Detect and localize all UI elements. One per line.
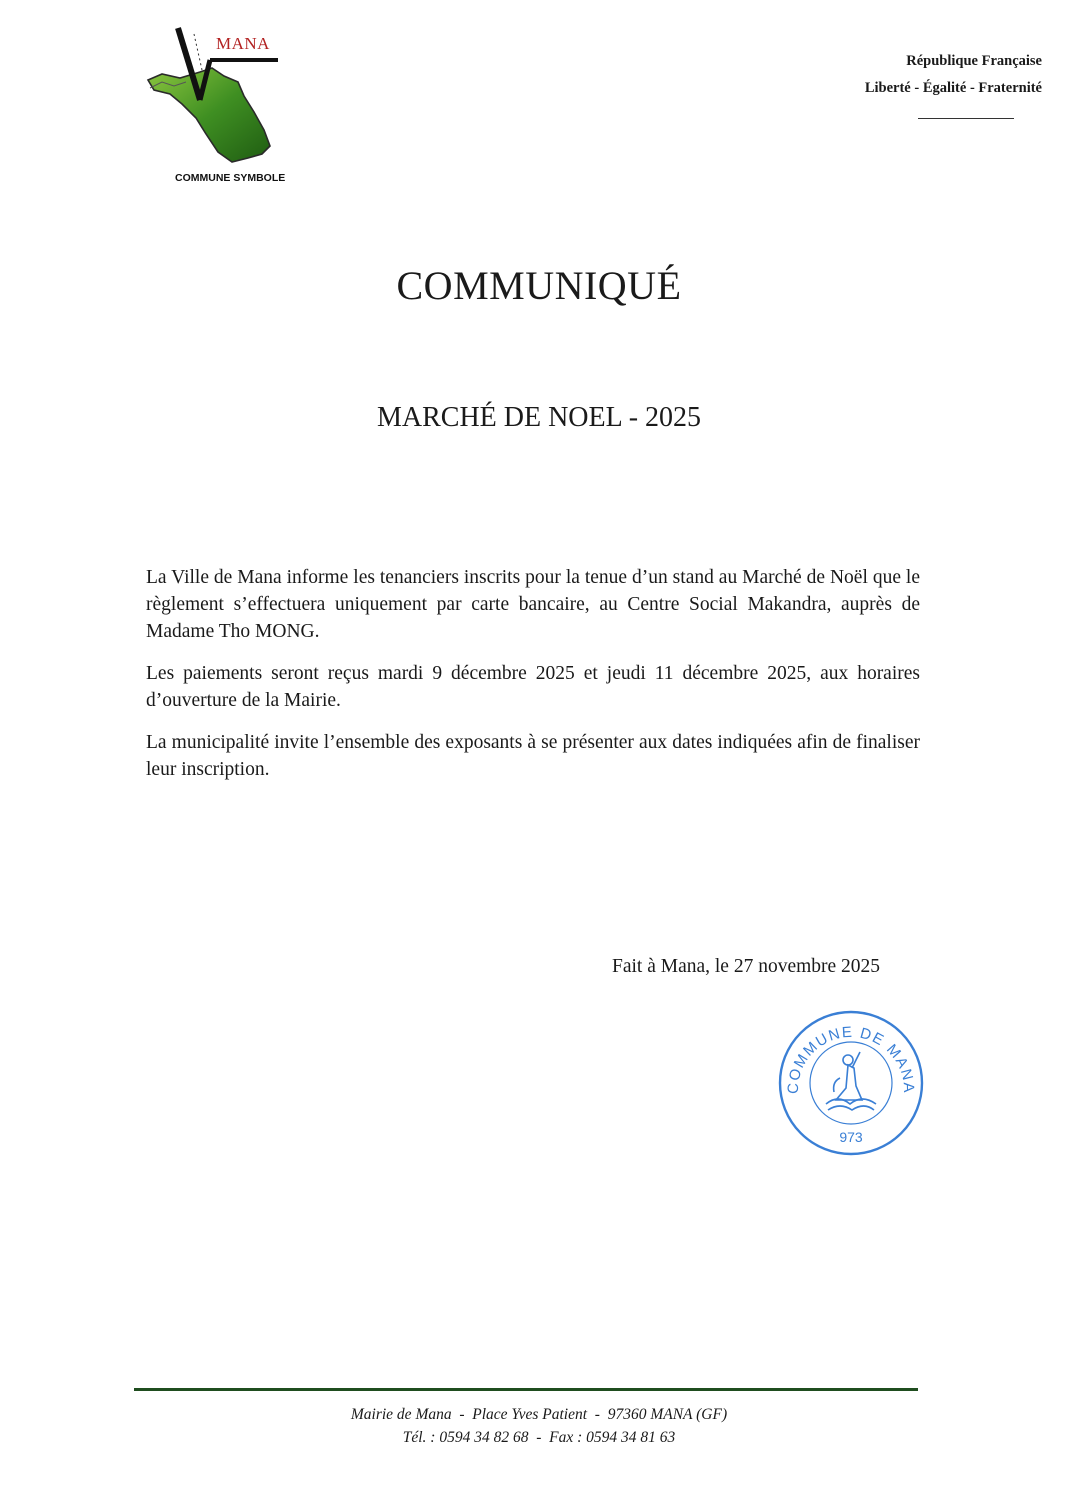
footer-contact: Tél. : 0594 34 82 68 - Fax : 0594 34 81 63 [402, 1429, 676, 1446]
header-divider [918, 118, 1014, 119]
republic-header [865, 48, 1042, 102]
stamp-seal-icon [776, 1008, 926, 1158]
footer [0, 1403, 1078, 1449]
commune-logo [140, 22, 310, 192]
svg-text:COMMUNE DE MANA [785, 1024, 917, 1094]
document-title: COMMUNIQUÉ [396, 263, 682, 308]
logo-name: MANA [216, 34, 270, 53]
republic-name: République Française [906, 53, 1042, 69]
paragraph: Les paiements seront reçus mardi 9 décembre 2025 et jeudi 11 décembre 2025, aux horaires d’ouverture de la Mairie. [146, 663, 920, 711]
communique-body [146, 564, 920, 798]
place-date-signature: Fait à Mana, le 27 novembre 2025 [612, 956, 881, 977]
liberty-figure-icon [826, 1052, 876, 1110]
logo-caption: COMMUNE SYMBOLE [175, 172, 286, 184]
official-stamp [776, 1008, 926, 1158]
stamp-text: COMMUNE DE MANA [784, 1023, 918, 1095]
republic-motto: Liberté - Égalité - Fraternité [864, 80, 1042, 96]
paragraph: La municipalité invite l’ensemble des exposants à se présenter aux dates indiquées afin de finaliser leur inscription. [146, 732, 920, 780]
footer-divider [134, 1388, 918, 1391]
paragraph: La Ville de Mana informe les tenanciers inscrits pour la tenue d’un stand au Marché de Noël que le règlement s’effectuera uniquement par carte bancaire, au Centre Social Makandra, auprès de Madame Tho MONG. [146, 567, 920, 642]
stamp-number: 973 [839, 1129, 863, 1145]
document-subtitle: MARCHÉ DE NOEL - 2025 [376, 402, 702, 433]
footer-address: Mairie de Mana - Place Yves Patient - 97360 MANA (GF) [350, 1406, 728, 1423]
